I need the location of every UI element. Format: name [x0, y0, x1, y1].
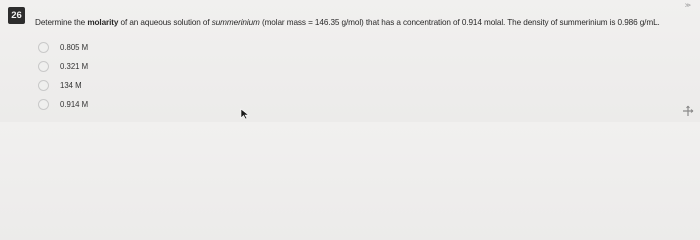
mouse-pointer-icon — [240, 108, 250, 120]
question-text-part1: Determine the — [35, 18, 88, 27]
answer-choices — [38, 38, 88, 114]
question-number: 26 — [8, 7, 25, 24]
choice-option-c[interactable] — [38, 76, 88, 95]
expand-arrows-icon[interactable] — [682, 105, 694, 117]
question-substance: summerinium — [211, 18, 260, 27]
choice-label: 0.914 M — [60, 100, 89, 109]
radio-button[interactable] — [38, 61, 49, 72]
question-text — [35, 17, 695, 28]
question-text-part2: of an aqueous solution of — [118, 18, 212, 27]
question-text-part3: (molar mass = 146.35 g/mol) that has a concentration of 0.914 molal. The density of summerinium is 0.986 g/mL. — [259, 18, 660, 27]
choice-label: 0.805 M — [60, 43, 89, 52]
choice-label: 134 M — [60, 81, 82, 90]
radio-button[interactable] — [38, 42, 49, 53]
question-keyword-molarity: molarity — [87, 18, 119, 27]
choice-option-a[interactable] — [38, 38, 88, 57]
corner-mark-icon: ≫ — [684, 3, 691, 9]
radio-button[interactable] — [38, 99, 49, 110]
choice-label: 0.321 M — [60, 62, 89, 71]
choice-option-d[interactable] — [38, 95, 88, 114]
choice-option-b[interactable] — [38, 57, 88, 76]
radio-button[interactable] — [38, 80, 49, 91]
